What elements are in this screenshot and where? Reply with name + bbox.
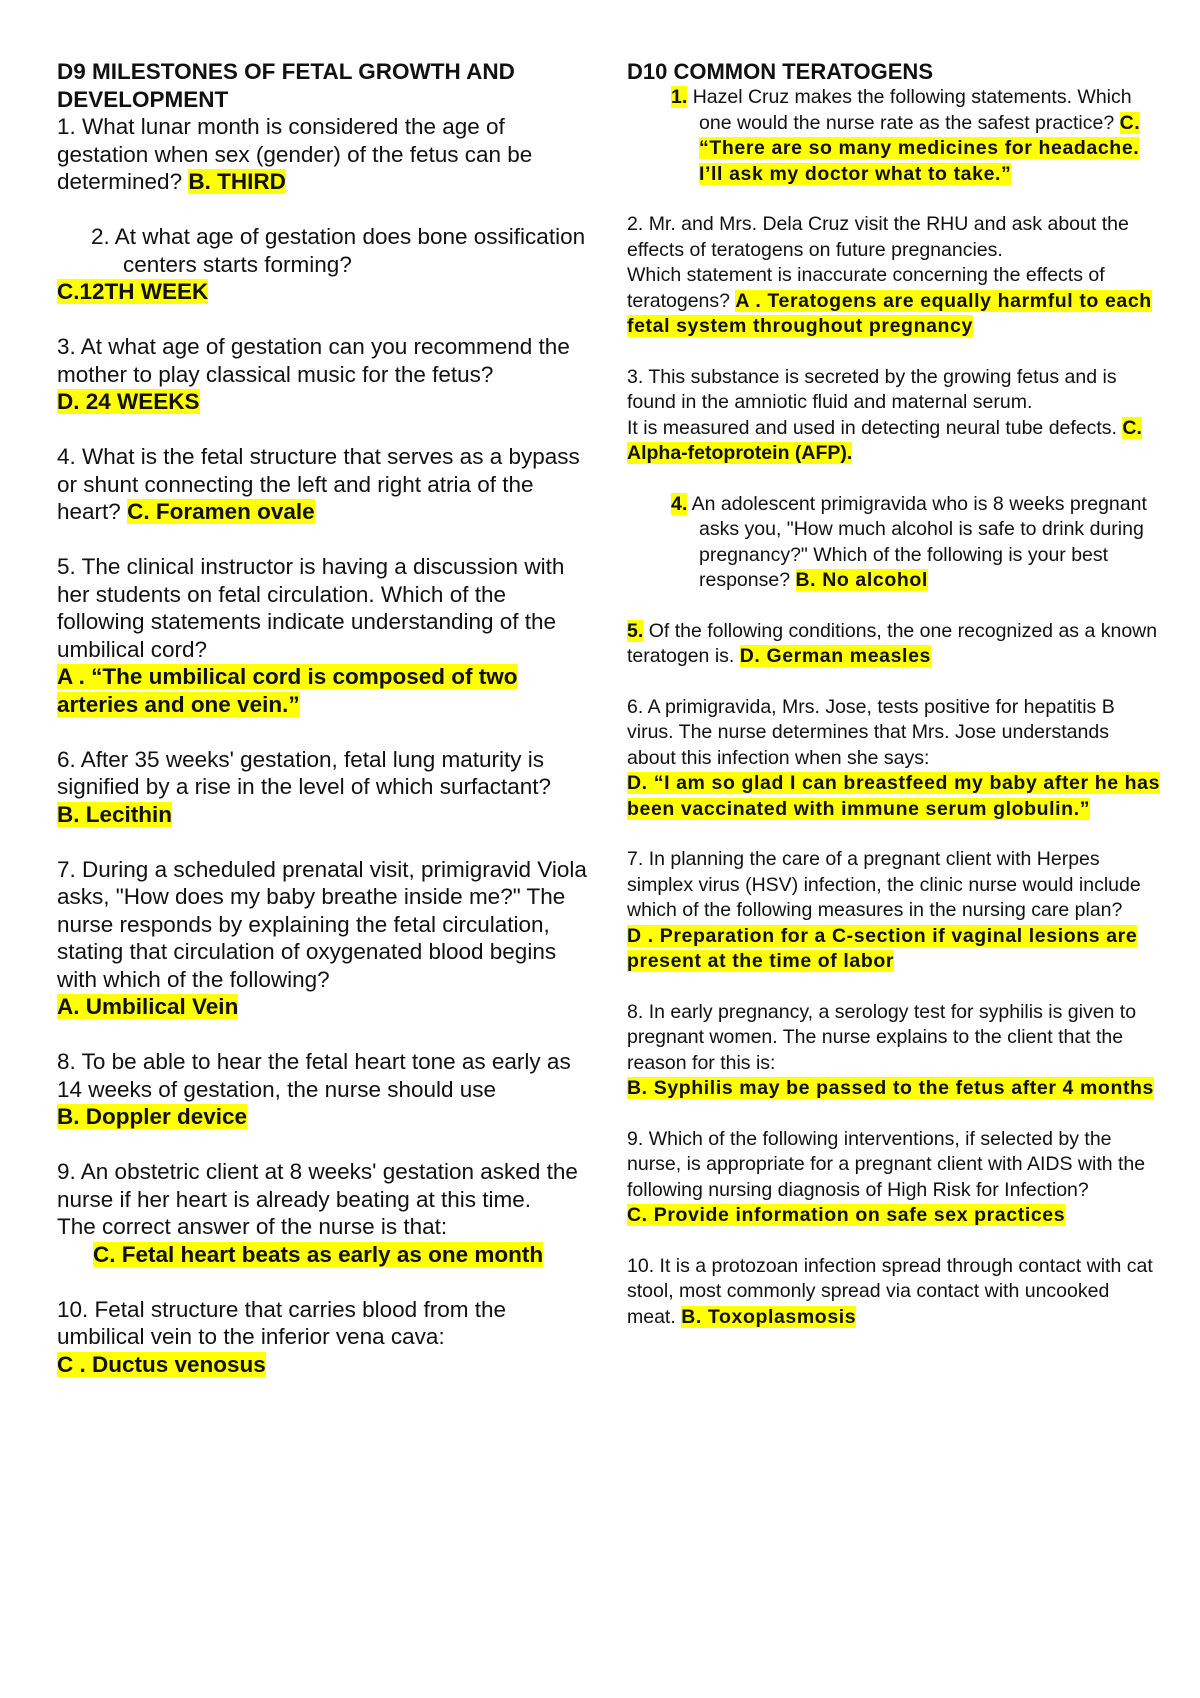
answer: B. No alcohol	[795, 569, 928, 591]
question-number: 2.	[91, 224, 110, 249]
question-text: What lunar month is considered the age of gestation when sex (gender) of the fetus can be determined?	[57, 114, 533, 194]
answer: C. Foramen ovale	[127, 499, 315, 524]
question-10	[57, 1296, 597, 1379]
question-number: 10.	[57, 1296, 89, 1322]
question-8	[627, 1000, 1162, 1102]
question-number: 9.	[57, 1159, 76, 1184]
answer: C. Alpha-fetoprotein (AFP).	[627, 416, 1142, 464]
answer: C. Provide information on safe sex practices	[627, 1204, 1066, 1226]
question-text: An adolescent primigravida who is 8 weeks pregnant asks you, "How much alcohol is safe to drink during pregnancy?" Which of the following is your best response?	[691, 492, 1147, 591]
question-number: 6.	[627, 695, 644, 718]
question-9	[627, 1127, 1162, 1229]
question-text: Which of the following interventions, if selected by the nurse, is appropriate for a pregnant client with AIDS with the following nursing diagnosis of High Risk for Infection?	[627, 1127, 1146, 1201]
question-text: Fetal structure that carries blood from the umbilical vein to the inferior vena cava:	[57, 1296, 506, 1349]
answer: C. “There are so many medicines for headache. I’ll ask my doctor what to take.”	[699, 111, 1141, 185]
answer: C.12TH WEEK	[57, 279, 209, 304]
answer: A. Umbilical Vein	[57, 994, 239, 1019]
answer: D. “I am so glad I can breastfeed my baby after he has been vaccinated with immune serum globulin.”	[627, 772, 1161, 820]
answer: C . Ductus venosus	[57, 1351, 266, 1377]
question-4	[57, 443, 597, 526]
answer: C. Fetal heart beats as early as one month	[93, 1241, 544, 1267]
question-text: This substance is secreted by the growing fetus and is found in the amniotic fluid and maternal serum.	[627, 365, 1117, 413]
answer: B. Lecithin	[57, 801, 173, 827]
question-9	[57, 1158, 597, 1268]
question-text: The clinical instructor is having a discussion with her students on fetal circulation. Which of the following statements indicate understanding of the umbilical cord?	[57, 554, 565, 662]
question-2	[57, 223, 597, 306]
question-8	[57, 1048, 597, 1131]
question-text: It is a protozoan infection spread through contact with cat stool, most commonly spread via contact with uncooked meat.	[627, 1254, 1153, 1328]
question-text: In early pregnancy, a serology test for syphilis is given to pregnant women. The nurse explains to the client that the reason for this is:	[627, 1000, 1137, 1074]
question-text: In planning the care of a pregnant client with Herpes simplex virus (HSV) infection, the clinic nurse would include which of the following measures in the nursing care plan?	[627, 848, 1141, 921]
question-1	[627, 85, 1162, 187]
answer: A . “The umbilical cord is composed of two arteries and one vein.”	[57, 664, 518, 717]
question-text-2: It is measured and used in detecting neural tube defects.	[627, 416, 1117, 439]
answer: D. 24 WEEKS	[57, 389, 200, 414]
question-text: Of the following conditions, the one recognized as a known teratogen is.	[627, 619, 1158, 667]
question-text: What is the fetal structure that serves as a bypass or shunt connecting the left and right atria of the heart?	[57, 444, 580, 524]
question-number: 3.	[57, 334, 76, 359]
answer: B. Syphilis may be passed to the fetus after 4 months	[627, 1077, 1155, 1099]
question-number: 8.	[57, 1049, 76, 1074]
question-3	[627, 365, 1162, 467]
question-text: After 35 weeks' gestation, fetal lung maturity is signified by a rise in the level of which surfactant?	[57, 746, 552, 799]
question-6	[57, 746, 597, 829]
question-text: At what age of gestation does bone ossification centers starts forming?	[114, 224, 586, 277]
question-number: 7.	[57, 856, 76, 882]
question-2	[627, 212, 1162, 340]
question-text-2: The correct answer of the nurse is that:	[57, 1214, 448, 1239]
question-number: 7.	[627, 848, 644, 870]
question-number: 1.	[57, 114, 76, 139]
section-title: D10 COMMON TERATOGENS	[627, 59, 933, 84]
question-text: To be able to hear the fetal heart tone as early as 14 weeks of gestation, the nurse should use	[57, 1049, 571, 1102]
answer: B. Doppler device	[57, 1104, 248, 1129]
answer: B. Toxoplasmosis	[681, 1305, 857, 1328]
answer: A . Teratogens are equally harmful to each fetal system throughout pregnancy	[627, 289, 1152, 337]
answer: B. THIRD	[188, 169, 286, 194]
question-text: Mr. and Mrs. Dela Cruz visit the RHU and ask about the effects of teratogens on future pregnancies.	[627, 213, 1129, 261]
question-number: 5.	[627, 619, 644, 642]
section-d9	[57, 58, 597, 1406]
question-4	[627, 492, 1162, 594]
question-text: During a scheduled prenatal visit, primigravid Viola asks, "How does my baby breathe inside me?" The nurse responds by explaining the fetal circulation, stating that circulation of oxygenated blood begins with which of the following?	[57, 856, 587, 992]
question-number: 5.	[57, 554, 76, 579]
question-number: 6.	[57, 746, 76, 772]
question-text: At what age of gestation can you recommend the mother to play classical music for the fetus?	[57, 334, 570, 387]
section-d10	[627, 58, 1162, 1355]
question-number: 1.	[671, 86, 688, 108]
answer: D. German measles	[739, 645, 931, 667]
answer: D . Preparation for a C-section if vaginal lesions are present at the time of labor	[627, 924, 1138, 972]
question-5	[627, 619, 1162, 670]
question-number: 9.	[627, 1127, 644, 1150]
question-text: An obstetric client at 8 weeks' gestation asked the nurse if her heart is already beating at this time.	[57, 1159, 578, 1212]
question-number: 8.	[627, 1000, 644, 1023]
question-7	[627, 847, 1162, 975]
question-number: 10.	[627, 1254, 655, 1277]
question-number: 4.	[57, 444, 76, 469]
section-title: D9 MILESTONES OF FETAL GROWTH AND DEVELOPMENT	[57, 59, 515, 112]
question-7	[57, 856, 597, 1021]
question-text: A primigravida, Mrs. Jose, tests positive for hepatitis B virus. The nurse determines that Mrs. Jose understands about this infection when she says:	[627, 695, 1115, 769]
question-number: 3.	[627, 365, 644, 388]
question-5	[57, 553, 597, 718]
question-6	[627, 695, 1162, 823]
question-number: 2.	[627, 213, 644, 235]
question-text-2: Which statement is inaccurate concerning the effects of teratogens?	[627, 264, 1105, 312]
question-text: Hazel Cruz makes the following statements. Which one would the nurse rate as the safest practice?	[692, 86, 1132, 134]
question-10	[627, 1254, 1162, 1331]
question-number: 4.	[671, 492, 688, 515]
question-1	[57, 113, 597, 196]
question-3	[57, 333, 597, 416]
